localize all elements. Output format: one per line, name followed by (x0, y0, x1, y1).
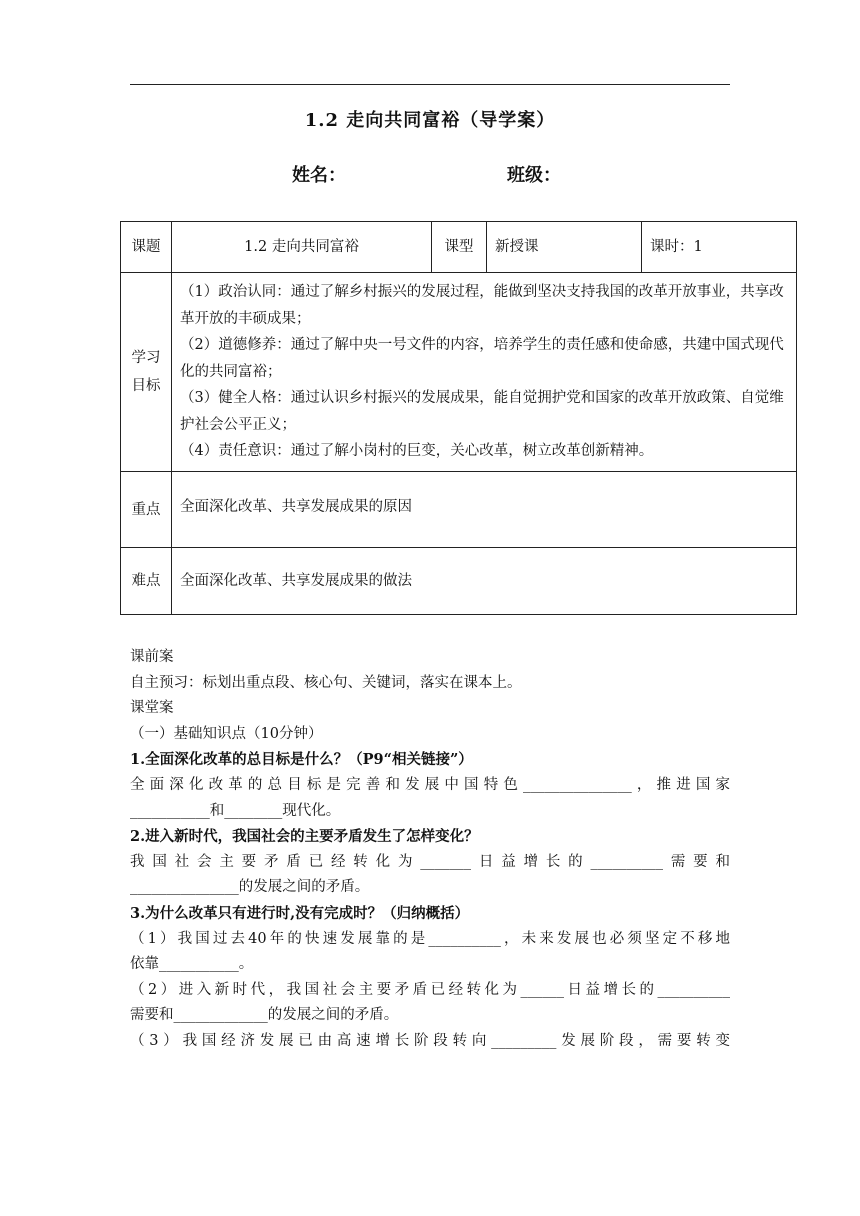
answer-line: （2）进入新时代，我国社会主要矛盾已经转化为______日益增长的__________ (130, 981, 730, 998)
goal-item: （2）道德修养：通过了解中央一号文件的内容，培养学生的责任感和使命感，共建中国式现代化的共同富裕； (180, 337, 784, 380)
hours-value: 课时：1 (642, 222, 797, 273)
goal-item: （1）政治认同：通过了解乡村振兴的发展过程，能做到坚决支持我国的改革开放事业，共享改革开放的丰硕成果； (180, 284, 784, 327)
goals-cell (172, 273, 797, 472)
key-value: 全面深化改革、共享发展成果的原因 (172, 472, 797, 548)
type-value: 新授课 (487, 222, 642, 273)
topic-value: 1.2 走向共同富裕 (172, 222, 432, 273)
difficulty-label: 难点 (121, 548, 172, 615)
table-row (121, 273, 797, 472)
difficulty-value: 全面深化改革、共享发展成果的做法 (172, 548, 797, 615)
study-guide-body (130, 645, 730, 1055)
answer-line: _______________的发展之间的矛盾。 (130, 879, 370, 896)
header-rule (130, 84, 730, 85)
answer-line: （3）我国经济发展已由高速增长阶段转向_________发展阶段，需要转变 (130, 1032, 730, 1049)
goals-label-text: 学习目标 (131, 350, 161, 394)
in-class-heading: 课堂案 (130, 700, 174, 717)
key-label: 重点 (121, 472, 172, 548)
goal-item: （4）责任意识：通过了解小岗村的巨变，关心改革，树立改革创新精神。 (180, 443, 654, 460)
pre-class-heading: 课前案 (130, 649, 174, 665)
topic-label: 课题 (121, 222, 172, 273)
goals-label (121, 273, 172, 472)
goal-item: （3）健全人格：通过认识乡村振兴的发展成果，能自觉拥护党和国家的改革开放政策、自觉维护社会公平正义； (180, 390, 784, 433)
page-title: 1.2 走向共同富裕（导学案） (304, 110, 556, 131)
question-2: 2.进入新时代，我国社会的主要矛盾发生了怎样变化？ (130, 828, 479, 846)
question-1: 1.全面深化改革的总目标是什么？（P9“相关链接”） (130, 751, 473, 769)
type-label: 课型 (432, 222, 487, 273)
answer-line: （1）我国过去40年的快速发展靠的是__________，未来发展也必须坚定不移地 (130, 930, 730, 947)
answer-line: 需要和_____________的发展之间的矛盾。 (130, 1007, 399, 1024)
table-row (121, 472, 797, 548)
table-row (121, 222, 797, 273)
answer-line: ___________和________现代化。 (130, 802, 341, 819)
lesson-info-table (120, 221, 797, 615)
table-row (121, 548, 797, 615)
section-heading: （一）基础知识点（10分钟） (130, 725, 323, 742)
class-label: 班级： (507, 165, 561, 186)
self-study-text: 自主预习：标划出重点段、核心句、关键词，落实在课本上。 (130, 674, 522, 691)
answer-line: 依靠___________。 (130, 956, 254, 973)
name-label: 姓名： (292, 165, 346, 186)
answer-line: 全面深化改革的总目标是完善和发展中国特色_______________，推进国家 (130, 776, 730, 793)
question-3: 3.为什么改革只有进行时,没有完成时？（归纳概括） (130, 904, 470, 922)
answer-line: 我国社会主要矛盾已经转化为_______日益增长的__________需要和 (130, 853, 730, 870)
